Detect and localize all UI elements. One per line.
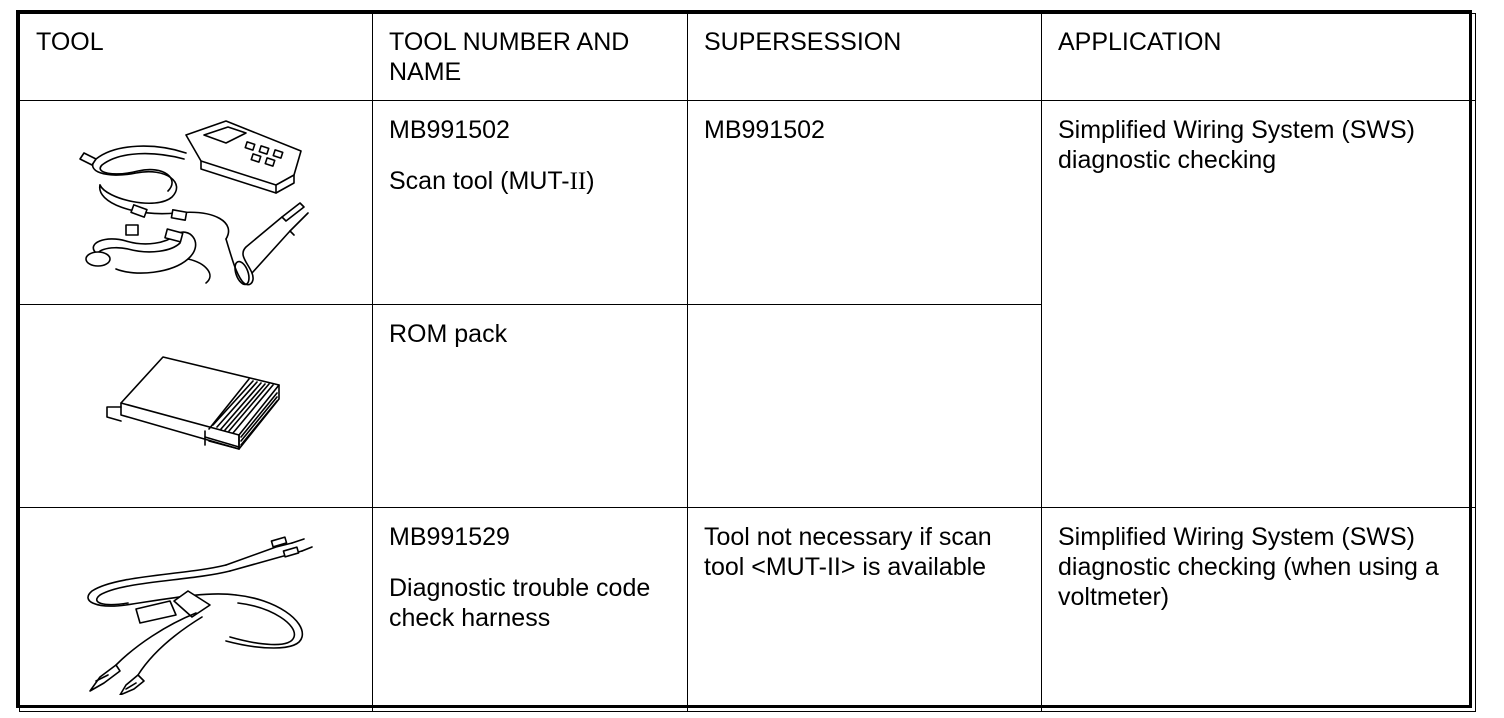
supersession-cell (688, 305, 1042, 508)
tool-number: MB991502 (389, 116, 510, 144)
tool-number-and-name-cell (373, 508, 688, 712)
tool-number-and-name-cell (373, 305, 688, 508)
tool-name: ROM pack (389, 320, 508, 348)
tool-image-cell (20, 101, 373, 305)
tool-number: MB991529 (389, 523, 510, 551)
tool-image-cell (20, 508, 373, 712)
rom-pack-illustration (101, 351, 291, 461)
application-cell: Simplified Wiring System (SWS) diagnostic checking (when using a voltmeter) (1042, 508, 1476, 712)
header-application: APPLICATION (1042, 14, 1476, 101)
tools-table-grid (19, 13, 1476, 712)
table-header-row (20, 14, 1476, 101)
scan-tool-mut-ii-illustration (76, 113, 316, 293)
table-row (20, 508, 1476, 712)
special-tools-table (16, 10, 1472, 708)
tool-name: Scan tool (MUT-II) (389, 167, 595, 195)
application-cell: Simplified Wiring System (SWS) diagnostic checking (1042, 101, 1476, 508)
table-row (20, 101, 1476, 305)
tool-image-cell (20, 305, 373, 508)
diagnostic-harness-illustration (76, 525, 316, 695)
supersession-cell: Tool not necessary if scan tool <MUT-II> is available (688, 508, 1042, 712)
header-tool-number-and-name: TOOL NUMBER AND NAME (373, 14, 688, 101)
supersession-cell: MB991502 (688, 101, 1042, 305)
tool-name: Diagnostic trouble code check harness (389, 574, 651, 632)
header-tool: TOOL (20, 14, 373, 101)
tool-number-and-name-cell (373, 101, 688, 305)
header-supersession: SUPERSESSION (688, 14, 1042, 101)
